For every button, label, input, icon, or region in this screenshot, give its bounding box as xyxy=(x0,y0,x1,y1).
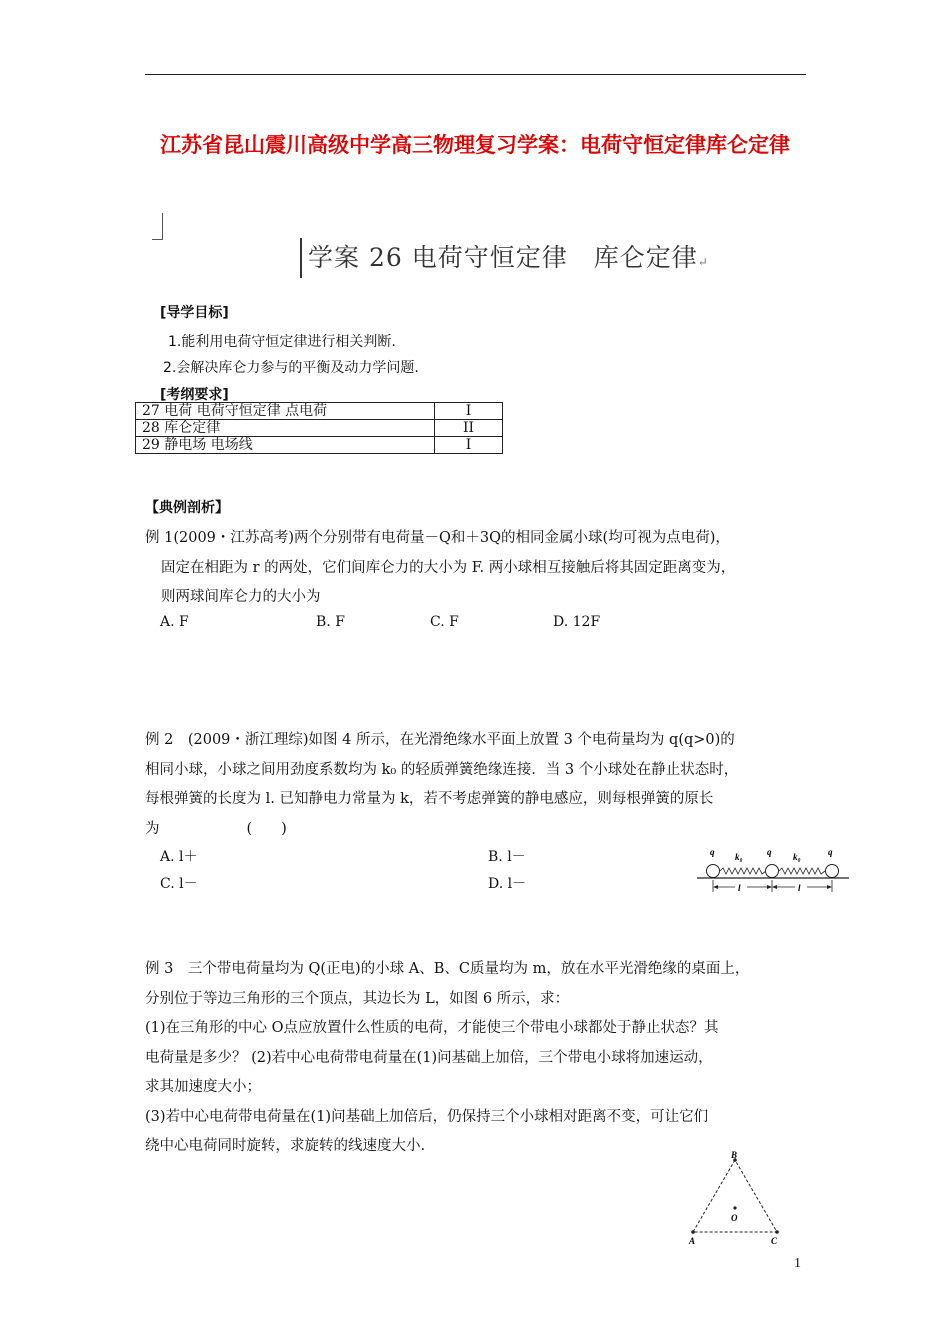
page-number: 1 xyxy=(794,1256,801,1271)
corner-crop-mark xyxy=(152,213,163,240)
example-1-line: 则两球间库仑力的大小为 xyxy=(161,589,321,605)
example-1-line: 例 1(2009・江苏高考)两个分别带有电荷量－Q和＋3Q的相同金属小球(均可视为点电荷)， xyxy=(145,530,730,546)
example-2-line: 为 ( ) xyxy=(145,820,287,837)
requirements-table xyxy=(135,402,503,454)
arrow-head xyxy=(827,885,832,889)
center-label-o: O xyxy=(731,1213,738,1223)
example-2-line: 例 2 (2009・浙江理综)如图 4 所示，在光滑绝缘水平面上放置 3 个电荷量均为 q(q>0)的 xyxy=(145,732,735,748)
example-3-line: 分别位于等边三角形的三个顶点，其边长为 L，如图 6 所示，求： xyxy=(145,990,570,1007)
ball-c xyxy=(775,1230,779,1234)
table-row xyxy=(136,437,503,454)
arrow-head xyxy=(767,885,772,889)
header-rule xyxy=(145,74,806,75)
table-cell-level: I xyxy=(435,403,503,420)
vertex-label-c: C xyxy=(771,1236,778,1246)
example-3-line: 例 3 三个带电荷量均为 Q(正电)的小球 A、B、C质量均为 m，放在水平光滑绝缘的桌面上， xyxy=(145,961,750,977)
lesson-title xyxy=(300,238,709,278)
goal-item-1: 1.能利用电荷守恒定律进行相关判断. xyxy=(168,334,396,350)
requirements-heading: [考纲要求] xyxy=(160,387,229,403)
triangle-figure xyxy=(685,1150,785,1250)
vertex-label-a: A xyxy=(689,1236,696,1246)
table-cell-topic: 29 静电场 电场线 xyxy=(136,437,435,454)
example-3-line: 电荷量是多少？ (2)若中心电荷带电荷量在(1)问基础上加倍，三个带电小球将加速运动， xyxy=(145,1049,713,1066)
example-1-option-a: A. F xyxy=(160,614,189,630)
spring-1 xyxy=(720,868,766,874)
ball-a xyxy=(691,1230,695,1234)
example-1-option-c: C. F xyxy=(430,614,459,630)
example-2-line: 相同小球，小球之间用劲度系数均为 k₀ 的轻质弹簧绝缘连接．当 3 个小球处在静止状态时， xyxy=(145,761,739,778)
lesson-title-text: 学案 26 电荷守恒定律 库仑定律 xyxy=(308,243,698,272)
arrow-head xyxy=(713,885,718,889)
example-3 xyxy=(145,955,810,1162)
example-2-option-a: A. l＋ xyxy=(160,849,198,865)
table-row xyxy=(136,403,503,420)
example-2-option-c: C. l－ xyxy=(160,876,198,892)
goal-item-2: 2.会解决库仑力参与的平衡及动力学问题. xyxy=(163,360,419,376)
example-2-option-d: D. l－ xyxy=(488,876,527,892)
example-3-line: (1)在三角形的中心 O点应放置什么性质的电荷，才能使三个带电小球都处于静止状态？其 xyxy=(145,1020,719,1036)
example-2-line: 每根弹簧的长度为 l. 已知静电力常量为 k，若不考虑弹簧的静电感应，则每根弹簧的原长 xyxy=(145,791,714,807)
example-1 xyxy=(145,524,810,613)
example-2 xyxy=(145,726,810,844)
example-3-line: (3)若中心电荷带电荷量在(1)问基础上加倍后，仍保持三个小球相对距离不变，可让它们 xyxy=(145,1108,709,1125)
table-row xyxy=(136,420,503,437)
example-2-option-b: B. l－ xyxy=(488,849,526,865)
figure-label-q: q xyxy=(767,847,772,857)
example-1-option-d: D. 12F xyxy=(553,614,601,630)
example-3-line: 绕中心电荷同时旋转，求旋转的线速度大小. xyxy=(145,1138,426,1154)
table-cell-level: I xyxy=(435,437,503,454)
goals-heading: [导学目标] xyxy=(160,305,229,321)
paragraph-mark-icon: ↵ xyxy=(697,255,709,269)
example-1-option-b: B. F xyxy=(316,614,345,630)
center-o xyxy=(733,1206,736,1209)
spring-2 xyxy=(779,868,825,874)
ball-3 xyxy=(826,865,839,878)
table-cell-topic: 28 库仑定律 xyxy=(136,420,435,437)
page-title: 江苏省昆山震川高级中学高三物理复习学案：电荷守恒定律库仑定律 xyxy=(160,133,790,157)
figure-label-k0: k₀ xyxy=(793,852,801,862)
figure-label-l: l xyxy=(798,883,801,893)
ball-2 xyxy=(766,865,779,878)
table-cell-topic: 27 电荷 电荷守恒定律 点电荷 xyxy=(136,403,435,420)
figure-label-l: l xyxy=(738,883,741,893)
example-3-line: 求其加速度大小； xyxy=(145,1079,261,1095)
arrow-head xyxy=(772,885,777,889)
spring-system-figure xyxy=(693,842,853,898)
table-cell-level: II xyxy=(435,420,503,437)
vertex-label-b: B xyxy=(731,1150,738,1160)
example-1-line: 固定在相距为 r 的两处，它们间库仑力的大小为 F. 两小球相互接触后将其固定距离变为， xyxy=(161,559,736,576)
figure-label-q: q xyxy=(828,847,833,857)
figure-label-k0: k₀ xyxy=(735,852,743,862)
figure-label-q: q xyxy=(710,847,715,857)
examples-heading: 【典例剖析】 xyxy=(145,500,229,516)
ball-1 xyxy=(707,865,720,878)
